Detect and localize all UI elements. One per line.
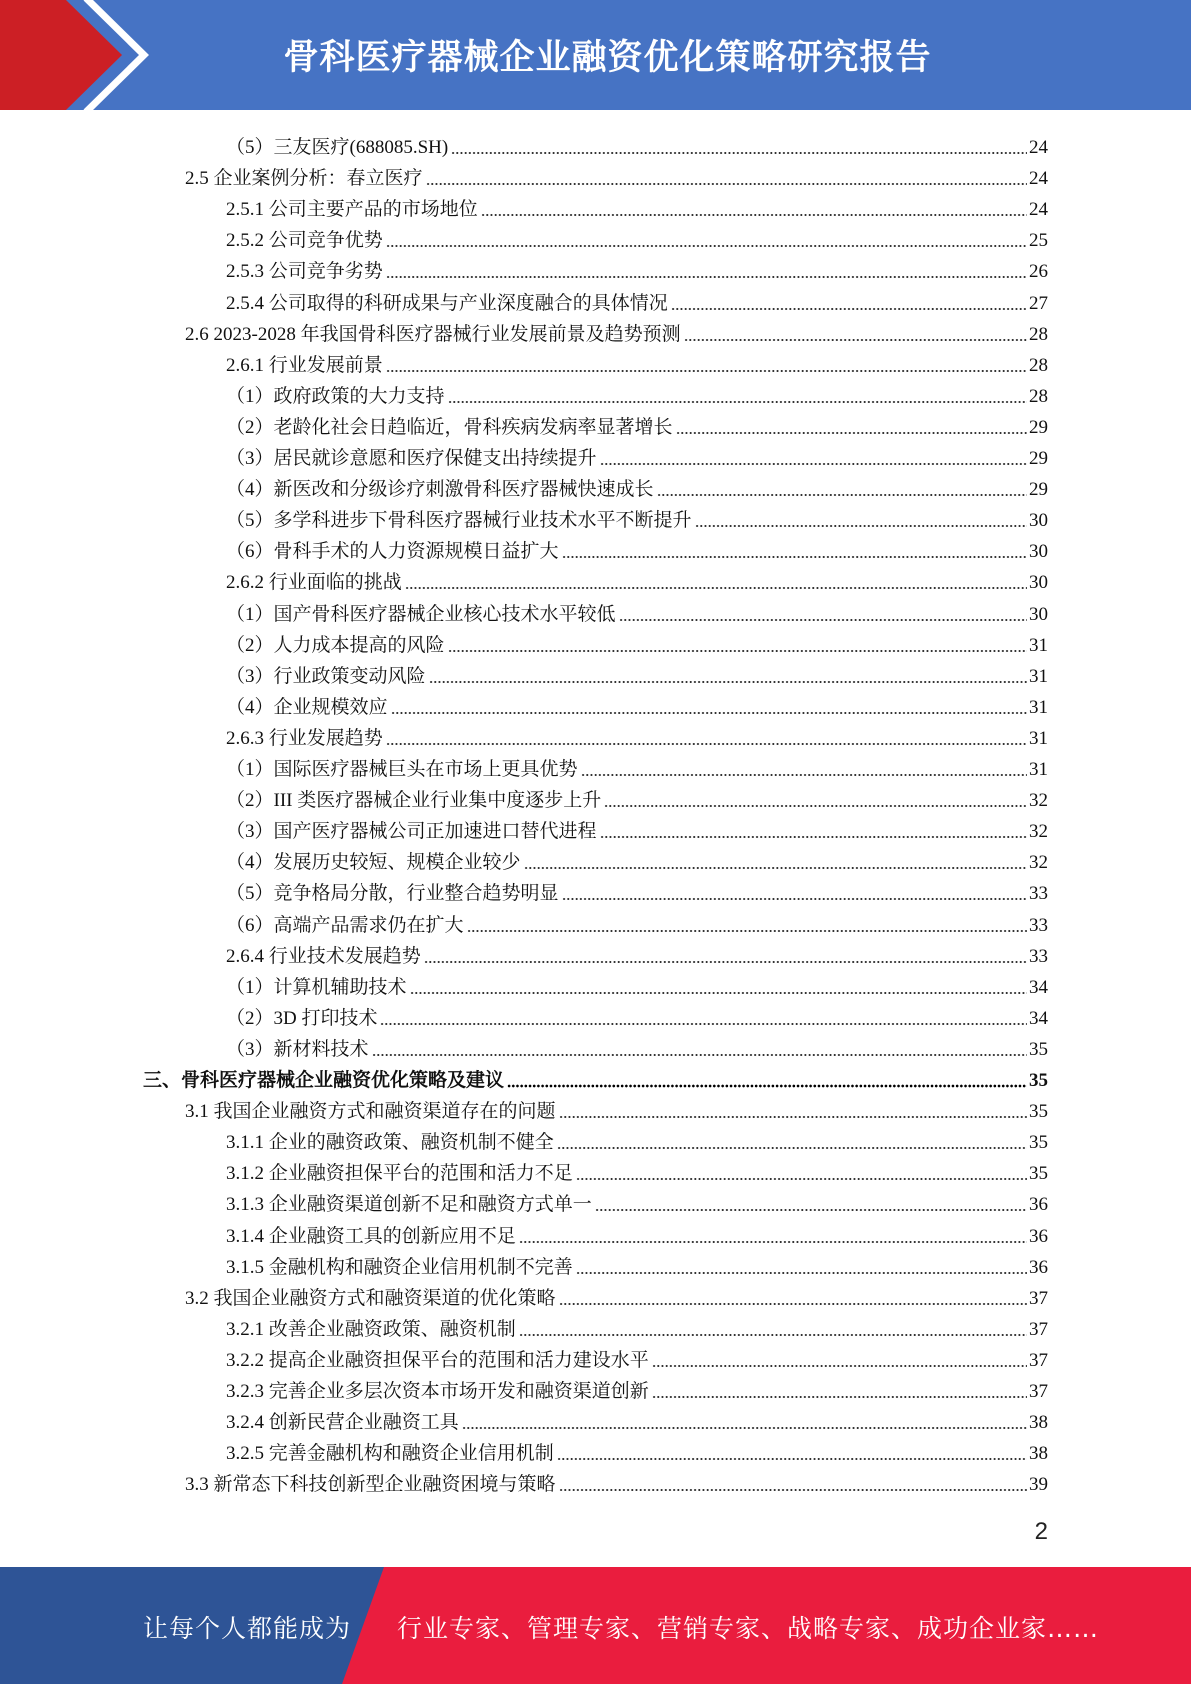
toc-entry-title: 2.6.2 行业面临的挑战: [226, 572, 402, 594]
toc-entry-page: 28: [1029, 323, 1048, 345]
toc-entry-title: （2）3D 打印技术: [226, 1007, 378, 1029]
toc-leader-dots: [429, 680, 1027, 684]
toc-entry[interactable]: [226, 563, 1048, 594]
toc-entry-title: （2）老龄化社会日趋临近，骨科疾病发病率显著增长: [226, 416, 673, 438]
toc-entry-page: 31: [1029, 759, 1048, 780]
toc-entry[interactable]: [226, 719, 1048, 750]
toc-entry-page: 39: [1029, 1474, 1048, 1496]
toc-entry-title: 2.5.1 公司主要产品的市场地位: [226, 199, 478, 221]
toc-entry-title: （3）新材料技术: [226, 1038, 369, 1060]
toc-entry[interactable]: [226, 595, 1048, 626]
toc-entry[interactable]: [226, 1154, 1048, 1185]
toc-leader-dots: [595, 1208, 1027, 1212]
footer-slogan: 让每个人都能成为: [143, 1614, 352, 1643]
toc-entry-title: 2.6 2023-2028 年我国骨科医疗器械行业发展前景及趋势预测: [185, 323, 681, 345]
toc-entry-page: 37: [1029, 1318, 1048, 1340]
toc-leader-dots: [380, 1022, 1027, 1026]
toc-entry-title: 2.6.3 行业发展趋势: [226, 727, 383, 749]
toc-entry[interactable]: [226, 1372, 1048, 1403]
toc-leader-dots: [559, 1302, 1027, 1306]
toc-entry[interactable]: [226, 470, 1048, 501]
toc-entry[interactable]: [226, 284, 1048, 315]
toc-leader-dots: [462, 1426, 1027, 1430]
toc-entry-page: 30: [1029, 603, 1048, 625]
toc-leader-dots: [451, 151, 1027, 155]
toc-entry-page: 24: [1029, 168, 1048, 190]
toc-entry-page: 27: [1029, 292, 1048, 314]
toc-entry-page: 35: [1029, 1070, 1048, 1091]
toc-entry-page: 38: [1029, 1412, 1048, 1434]
toc-entry-title: （4）发展历史较短、规模企业较少: [226, 852, 521, 874]
toc-leader-dots: [391, 711, 1027, 715]
toc-entry[interactable]: [226, 688, 1048, 719]
toc-entry-title: 3.2.2 提高企业融资担保平台的范围和活力建设水平: [226, 1349, 649, 1371]
toc-leader-dots: [372, 1053, 1027, 1057]
toc-entry-page: 34: [1029, 976, 1048, 998]
toc-entry[interactable]: [226, 190, 1048, 221]
toc-leader-dots: [557, 1457, 1027, 1461]
toc-entry-page: 31: [1029, 727, 1048, 749]
toc-entry-title: （4）企业规模效应: [226, 696, 388, 718]
toc-leader-dots: [600, 462, 1027, 466]
toc-entry-page: 32: [1029, 821, 1048, 843]
toc-entry-title: 3.2.4 创新民营企业融资工具: [226, 1412, 459, 1434]
toc-entry[interactable]: [185, 1279, 1048, 1310]
toc-leader-dots: [519, 1240, 1027, 1244]
toc-leader-dots: [410, 991, 1027, 995]
toc-leader-dots: [559, 1115, 1027, 1119]
toc-entry[interactable]: [226, 377, 1048, 408]
toc-entry[interactable]: [226, 1123, 1048, 1154]
toc-leader-dots: [448, 400, 1027, 404]
toc-leader-dots: [600, 835, 1027, 839]
toc-entry-page: 35: [1029, 1101, 1048, 1123]
toc-entry-page: 30: [1029, 572, 1048, 594]
toc-entry-page: 37: [1029, 1287, 1048, 1309]
toc-leader-dots: [424, 960, 1027, 964]
toc-leader-dots: [619, 618, 1027, 622]
toc-entry-title: （5）竞争格局分散，行业整合趋势明显: [226, 883, 559, 905]
toc-entry-title: 2.5.3 公司竞争劣势: [226, 261, 383, 283]
toc-entry-title: 2.5.2 公司竞争优势: [226, 230, 383, 252]
toc-entry[interactable]: [226, 937, 1048, 968]
toc-entry[interactable]: [226, 750, 1048, 781]
toc-entry-page: 29: [1029, 479, 1048, 501]
toc-entry[interactable]: [226, 252, 1048, 283]
page-title: 骨科医疗器械企业融资优化策略研究报告: [283, 38, 932, 78]
toc-entry-page: 31: [1029, 665, 1048, 687]
toc-entry-title: 3.1.1 企业的融资政策、融资机制不健全: [226, 1132, 554, 1154]
toc-entry[interactable]: [226, 1217, 1048, 1248]
toc-entry-title: 2.5.4 公司取得的科研成果与产业深度融合的具体情况: [226, 292, 668, 314]
toc-entry[interactable]: [226, 1030, 1048, 1061]
toc-entry-page: 25: [1029, 230, 1048, 252]
toc-entry-page: 29: [1029, 448, 1048, 469]
toc-entry-title: 3.2.5 完善金融机构和融资企业信用机制: [226, 1443, 554, 1465]
toc-entry[interactable]: [226, 408, 1048, 439]
toc-entry[interactable]: [226, 532, 1048, 563]
toc-leader-dots: [576, 1271, 1027, 1275]
page-footer: [0, 1567, 1191, 1684]
toc-entry[interactable]: [226, 657, 1048, 688]
toc-entry-page: 28: [1029, 354, 1048, 376]
toc-entry[interactable]: [226, 1185, 1048, 1216]
toc-entry-page: 32: [1029, 852, 1048, 874]
toc-entry-title: （3）居民就诊意愿和医疗保健支出持续提升: [226, 448, 597, 469]
toc-entry-title: （1）国际医疗器械巨头在市场上更具优势: [226, 759, 578, 780]
toc-entry-title: 3.2 我国企业融资方式和融资渠道的优化策略: [185, 1287, 556, 1309]
toc-entry-title: （3）国产医疗器械公司正加速进口替代进程: [226, 821, 597, 843]
toc-entry-page: 32: [1029, 790, 1048, 812]
toc-leader-dots: [386, 369, 1027, 373]
toc-leader-dots: [671, 307, 1027, 311]
toc-leader-dots: [684, 338, 1027, 342]
toc-entry-page: 28: [1029, 385, 1048, 407]
toc-leader-dots: [405, 586, 1027, 590]
toc-leader-dots: [604, 804, 1027, 808]
toc-entry[interactable]: [226, 1434, 1048, 1465]
toc-entry-title: 2.6.4 行业技术发展趋势: [226, 945, 421, 967]
toc-leader-dots: [507, 1084, 1027, 1088]
toc-entry-title: （4）新医改和分级诊疗刺激骨科医疗器械快速成长: [226, 479, 654, 501]
toc-entry-page: 37: [1029, 1349, 1048, 1371]
toc-entry-page: 24: [1029, 199, 1048, 221]
toc-entry-title: （5）三友医疗(688085.SH): [226, 137, 449, 158]
toc-entry-page: 29: [1029, 416, 1048, 438]
toc-entry[interactable]: [226, 874, 1048, 905]
toc-entry-page: 37: [1029, 1381, 1048, 1402]
footer-tagline: 行业专家、管理专家、营销专家、战略专家、成功企业家……: [397, 1614, 1100, 1643]
toc-leader-dots: [581, 773, 1027, 777]
toc-entry-title: 2.5 企业案例分析：春立医疗: [185, 168, 423, 190]
toc-leader-dots: [386, 275, 1027, 279]
toc-entry[interactable]: [226, 128, 1048, 159]
toc-entry-page: 33: [1029, 914, 1048, 936]
toc-entry-page: 34: [1029, 1007, 1048, 1029]
toc-entry[interactable]: [226, 1310, 1048, 1341]
toc-leader-dots: [386, 244, 1027, 248]
toc-entry-title: （3）行业政策变动风险: [226, 665, 426, 687]
toc-entry-page: 33: [1029, 883, 1048, 905]
toc-entry-title: （6）高端产品需求仍在扩大: [226, 914, 464, 936]
toc-entry[interactable]: [226, 781, 1048, 812]
toc-entry-title: 三、骨科医疗器械企业融资优化策略及建议: [143, 1070, 505, 1091]
toc-entry[interactable]: [185, 159, 1048, 190]
toc-leader-dots: [657, 493, 1027, 497]
toc-entry-page: 31: [1029, 696, 1048, 718]
toc-entry[interactable]: [185, 1465, 1048, 1496]
toc-entry-page: 24: [1029, 137, 1048, 158]
toc-entry-title: （2）人力成本提高的风险: [226, 634, 445, 656]
toc-leader-dots: [448, 649, 1027, 653]
toc-entry-title: （2）III 类医疗器械企业行业集中度逐步上升: [226, 790, 602, 812]
toc-entry-title: 3.2.3 完善企业多层次资本市场开发和融资渠道创新: [226, 1381, 649, 1402]
toc-entry-title: 3.1.4 企业融资工具的创新应用不足: [226, 1225, 516, 1247]
toc-entry-title: 2.6.1 行业发展前景: [226, 354, 383, 376]
toc-entry-page: 26: [1029, 261, 1048, 283]
toc-leader-dots: [524, 866, 1027, 870]
toc-entry[interactable]: [226, 346, 1048, 377]
toc-leader-dots: [426, 182, 1027, 186]
toc-entry[interactable]: [185, 315, 1048, 346]
toc-leader-dots: [695, 524, 1027, 528]
toc-entry-page: 35: [1029, 1132, 1048, 1154]
toc-leader-dots: [519, 1333, 1027, 1337]
toc-entry-title: 3.1.3 企业融资渠道创新不足和融资方式单一: [226, 1194, 592, 1216]
toc-leader-dots: [652, 1364, 1027, 1368]
toc-entry[interactable]: [226, 501, 1048, 532]
toc-leader-dots: [557, 1146, 1027, 1150]
toc-entry-title: （5）多学科进步下骨科医疗器械行业技术水平不断提升: [226, 510, 692, 532]
toc-entry[interactable]: [226, 1341, 1048, 1372]
toc-entry-page: 35: [1029, 1038, 1048, 1060]
toc-leader-dots: [576, 1177, 1027, 1181]
toc-leader-dots: [676, 431, 1027, 435]
toc-entry[interactable]: [226, 843, 1048, 874]
toc-entry-title: （1）国产骨科医疗器械企业核心技术水平较低: [226, 603, 616, 625]
toc-entry-title: （6）骨科手术的人力资源规模日益扩大: [226, 541, 559, 563]
toc-entry-title: 3.1.5 金融机构和融资企业信用机制不完善: [226, 1256, 573, 1278]
toc-entry[interactable]: [226, 439, 1048, 470]
toc-entry-title: （1）计算机辅助技术: [226, 976, 407, 998]
toc-entry[interactable]: [226, 1248, 1048, 1279]
toc-entry-page: 36: [1029, 1256, 1048, 1278]
toc-leader-dots: [481, 213, 1027, 217]
toc-entry-title: 3.2.1 改善企业融资政策、融资机制: [226, 1318, 516, 1340]
toc-entry-title: 3.1 我国企业融资方式和融资渠道存在的问题: [185, 1101, 556, 1123]
toc-entry[interactable]: [226, 906, 1048, 937]
toc-entry[interactable]: [226, 1403, 1048, 1434]
toc-entry[interactable]: [226, 999, 1048, 1030]
toc-entry-page: 35: [1029, 1163, 1048, 1185]
toc-entry-page: 33: [1029, 945, 1048, 967]
toc-entry[interactable]: [143, 1061, 1048, 1092]
toc-leader-dots: [559, 1488, 1027, 1492]
toc-entry-page: 31: [1029, 634, 1048, 656]
toc-entry-page: 30: [1029, 510, 1048, 532]
toc-leader-dots: [467, 929, 1027, 933]
toc-entry[interactable]: [226, 221, 1048, 252]
toc-entry-page: 36: [1029, 1225, 1048, 1247]
page-number: 2: [1034, 1518, 1048, 1545]
toc-entry[interactable]: [185, 1092, 1048, 1123]
toc-entry[interactable]: [226, 968, 1048, 999]
toc-leader-dots: [562, 555, 1027, 559]
toc-entry[interactable]: [226, 626, 1048, 657]
toc-leader-dots: [652, 1395, 1027, 1399]
toc-entry-page: 38: [1029, 1443, 1048, 1465]
page-header: [0, 0, 1191, 110]
toc-leader-dots: [386, 742, 1027, 746]
toc-entry-page: 30: [1029, 541, 1048, 563]
toc-entry-title: 3.1.2 企业融资担保平台的范围和活力不足: [226, 1163, 573, 1185]
toc-entry-title: （1）政府政策的大力支持: [226, 385, 445, 407]
toc-entry[interactable]: [226, 812, 1048, 843]
toc-entry-title: 3.3 新常态下科技创新型企业融资困境与策略: [185, 1474, 556, 1496]
toc-entry-page: 36: [1029, 1194, 1048, 1216]
toc-leader-dots: [562, 897, 1027, 901]
